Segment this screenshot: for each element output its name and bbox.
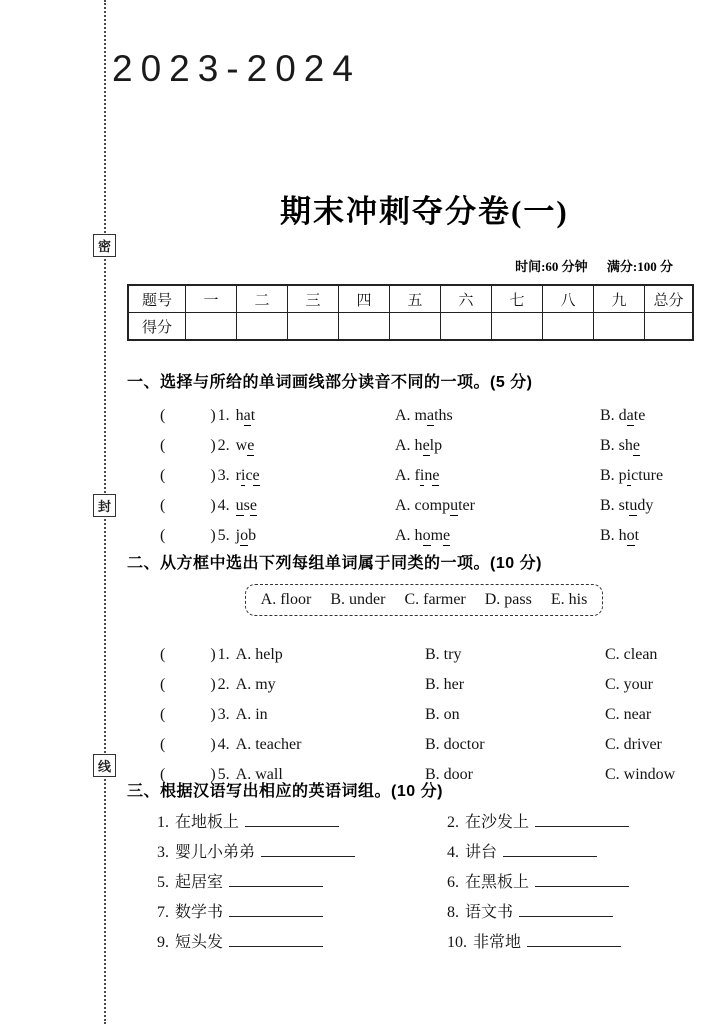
question-number: 4. bbox=[447, 844, 459, 861]
question-number: 3. bbox=[217, 706, 230, 723]
translation-item bbox=[445, 808, 629, 838]
chinese-prompt: 在地板上 bbox=[175, 814, 240, 831]
option-b: B. doctor bbox=[425, 736, 485, 753]
question-number: 7. bbox=[157, 904, 169, 921]
option-a: A. help bbox=[395, 437, 443, 454]
exam-meta bbox=[127, 256, 673, 275]
underlined-letter: o bbox=[626, 527, 635, 544]
option-a: A. computer bbox=[395, 497, 475, 514]
answer-paren-close: ) bbox=[210, 467, 216, 484]
answer-paren-open: ( bbox=[160, 766, 166, 783]
score-cell bbox=[237, 313, 288, 341]
question-number: 3. bbox=[157, 844, 169, 861]
option-a: ( ) 5. A. wall bbox=[160, 766, 283, 783]
underlined-letter: u bbox=[235, 497, 244, 514]
question-number: 1. bbox=[217, 646, 230, 663]
underlined-letter: e bbox=[422, 437, 430, 454]
underlined-letter: i bbox=[240, 467, 246, 484]
section-one bbox=[127, 369, 702, 549]
time-limit-label: 时间:60 分钟 bbox=[515, 259, 588, 274]
question-column-label: 总分 bbox=[645, 285, 694, 313]
underlined-letter: i bbox=[419, 467, 425, 484]
question-column-label: 七 bbox=[492, 285, 543, 313]
translation-item bbox=[445, 928, 621, 958]
question-number: 4. bbox=[217, 497, 230, 514]
answer-paren-open: ( bbox=[160, 437, 166, 454]
question-column-label: 六 bbox=[441, 285, 492, 313]
section-one-rows bbox=[127, 401, 702, 551]
option-a: ( ) 1. A. help bbox=[160, 646, 283, 663]
underlined-letter: e bbox=[249, 497, 257, 514]
section-three-heading: 三、根据汉语写出相应的英语词组。(10 分) bbox=[127, 783, 443, 800]
answer-paren-close: ) bbox=[210, 706, 216, 723]
question-column-label: 一 bbox=[186, 285, 237, 313]
question-number: 9. bbox=[157, 934, 169, 951]
answer-blank bbox=[229, 928, 323, 947]
underlined-letter: u bbox=[629, 497, 638, 514]
option-b: B. date bbox=[600, 407, 646, 424]
option-c: C. near bbox=[605, 706, 652, 723]
phonics-question-row bbox=[127, 491, 702, 521]
question-number: 5. bbox=[217, 527, 230, 544]
translation-row bbox=[127, 838, 702, 868]
answer-paren-open: ( bbox=[160, 407, 166, 424]
answer-paren-close: ) bbox=[210, 407, 216, 424]
translation-item bbox=[445, 838, 597, 868]
section-two-rows bbox=[127, 640, 702, 790]
chinese-prompt: 婴儿小弟弟 bbox=[175, 844, 256, 861]
word-bank-entry: A. floor bbox=[260, 591, 312, 608]
question-number: 1. bbox=[157, 814, 169, 831]
year-label: 2023-2024 bbox=[112, 48, 361, 89]
answer-paren-close: ) bbox=[210, 676, 216, 693]
answer-blank bbox=[535, 868, 629, 887]
option-a: A. maths bbox=[395, 407, 453, 424]
page-title: 期末冲刺夺分卷(一) bbox=[280, 194, 569, 229]
question-stem: ( ) 3. rice bbox=[160, 467, 260, 484]
score-cell bbox=[543, 313, 594, 341]
option-b: B. she bbox=[600, 437, 641, 454]
chinese-prompt: 起居室 bbox=[175, 874, 224, 891]
chinese-prompt: 讲台 bbox=[465, 844, 498, 861]
translation-row bbox=[127, 868, 702, 898]
chinese-prompt: 语文书 bbox=[465, 904, 514, 921]
score-table-header-row bbox=[128, 285, 693, 313]
underlined-letter: e bbox=[632, 437, 641, 454]
underlined-letter: u bbox=[450, 497, 459, 514]
underlined-letter: i bbox=[626, 467, 632, 484]
score-header: 得分 bbox=[128, 313, 186, 341]
answer-paren-open: ( bbox=[160, 527, 166, 544]
score-cell bbox=[390, 313, 441, 341]
answer-paren-open: ( bbox=[160, 497, 166, 514]
answer-blank bbox=[527, 928, 621, 947]
question-number: 1. bbox=[217, 407, 230, 424]
answer-paren-close: ) bbox=[210, 646, 216, 663]
underlined-letter: e bbox=[252, 467, 260, 484]
section-three-rows bbox=[127, 808, 702, 958]
underlined-letter: e bbox=[443, 527, 451, 544]
question-number-header: 题号 bbox=[128, 285, 186, 313]
option-b: B. try bbox=[425, 646, 462, 663]
answer-blank bbox=[535, 808, 629, 827]
seal-mark: 封 bbox=[93, 494, 116, 517]
option-a: ( ) 2. A. my bbox=[160, 676, 276, 693]
question-number: 2. bbox=[217, 437, 230, 454]
translation-item bbox=[155, 838, 355, 868]
phonics-question-row bbox=[127, 431, 702, 461]
translation-row bbox=[127, 928, 702, 958]
translation-item bbox=[155, 868, 323, 898]
option-a: ( ) 3. A. in bbox=[160, 706, 268, 723]
classify-question-row bbox=[127, 640, 702, 670]
option-b: B. door bbox=[425, 766, 473, 783]
option-c: C. driver bbox=[605, 736, 662, 753]
word-bank-box bbox=[245, 584, 603, 616]
seal-mark: 线 bbox=[93, 754, 116, 777]
answer-blank bbox=[229, 898, 323, 917]
question-number: 5. bbox=[217, 766, 230, 783]
answer-paren-close: ) bbox=[210, 437, 216, 454]
chinese-prompt: 短头发 bbox=[175, 934, 224, 951]
question-number: 6. bbox=[447, 874, 459, 891]
question-stem: ( ) 1. hat bbox=[160, 407, 256, 424]
answer-blank bbox=[519, 898, 613, 917]
translation-row bbox=[127, 808, 702, 838]
option-c: C. your bbox=[605, 676, 653, 693]
chinese-prompt: 在黑板上 bbox=[465, 874, 530, 891]
classify-question-row bbox=[127, 700, 702, 730]
answer-blank bbox=[229, 868, 323, 887]
answer-blank bbox=[503, 838, 597, 857]
option-a: ( ) 4. A. teacher bbox=[160, 736, 302, 753]
section-three bbox=[127, 778, 702, 978]
chinese-prompt: 非常地 bbox=[473, 934, 522, 951]
option-b: B. picture bbox=[600, 467, 664, 484]
answer-paren-close: ) bbox=[210, 527, 216, 544]
option-a: A. fine bbox=[395, 467, 440, 484]
section-two bbox=[127, 550, 702, 783]
score-cell bbox=[339, 313, 390, 341]
section-one-heading: 一、选择与所给的单词画线部分读音不同的一项。(5 分) bbox=[127, 374, 533, 391]
chinese-prompt: 数学书 bbox=[175, 904, 224, 921]
classify-question-row bbox=[127, 670, 702, 700]
option-b: B. on bbox=[425, 706, 460, 723]
option-b: B. study bbox=[600, 497, 654, 514]
chinese-prompt: 在沙发上 bbox=[465, 814, 530, 831]
answer-paren-close: ) bbox=[210, 497, 216, 514]
word-bank-entry: C. farmer bbox=[404, 591, 466, 608]
question-stem: ( ) 2. we bbox=[160, 437, 255, 454]
answer-paren-open: ( bbox=[160, 736, 166, 753]
translation-item bbox=[445, 868, 629, 898]
phonics-question-row bbox=[127, 401, 702, 431]
word-bank-entry: E. his bbox=[550, 591, 588, 608]
answer-blank bbox=[261, 838, 355, 857]
underlined-letter: a bbox=[427, 407, 435, 424]
score-cell bbox=[186, 313, 237, 341]
question-number: 3. bbox=[217, 467, 230, 484]
question-column-label: 四 bbox=[339, 285, 390, 313]
answer-paren-open: ( bbox=[160, 676, 166, 693]
option-c: C. window bbox=[605, 766, 676, 783]
word-bank-entry: B. under bbox=[330, 591, 386, 608]
underlined-letter: a bbox=[626, 407, 634, 424]
score-cell bbox=[645, 313, 694, 341]
answer-paren-open: ( bbox=[160, 646, 166, 663]
option-c: C. clean bbox=[605, 646, 658, 663]
underlined-letter: o bbox=[240, 527, 249, 544]
translation-item bbox=[155, 928, 323, 958]
underlined-letter: a bbox=[243, 407, 251, 424]
question-column-label: 二 bbox=[237, 285, 288, 313]
question-column-label: 九 bbox=[594, 285, 645, 313]
section-two-heading: 二、从方框中选出下列每组单词属于同类的一项。(10 分) bbox=[127, 555, 542, 572]
question-stem: ( ) 4. use bbox=[160, 497, 257, 514]
score-cell bbox=[594, 313, 645, 341]
question-column-label: 八 bbox=[543, 285, 594, 313]
score-cell bbox=[288, 313, 339, 341]
option-b: B. her bbox=[425, 676, 465, 693]
answer-paren-close: ) bbox=[210, 736, 216, 753]
score-cell bbox=[492, 313, 543, 341]
question-number: 4. bbox=[217, 736, 230, 753]
classify-question-row bbox=[127, 730, 702, 760]
question-column-label: 五 bbox=[390, 285, 441, 313]
question-number: 8. bbox=[447, 904, 459, 921]
word-bank-entry: D. pass bbox=[484, 591, 532, 608]
full-score-label: 满分:100 分 bbox=[606, 259, 673, 274]
translation-item bbox=[155, 898, 323, 928]
underlined-letter: e bbox=[247, 437, 255, 454]
phonics-question-row bbox=[127, 461, 702, 491]
answer-blank bbox=[245, 808, 339, 827]
question-stem: ( ) 5. job bbox=[160, 527, 257, 544]
question-number: 10. bbox=[447, 934, 467, 951]
answer-paren-open: ( bbox=[160, 467, 166, 484]
underlined-letter: e bbox=[432, 467, 440, 484]
question-number: 5. bbox=[157, 874, 169, 891]
question-number: 2. bbox=[217, 676, 230, 693]
question-number: 2. bbox=[447, 814, 459, 831]
answer-paren-close: ) bbox=[210, 766, 216, 783]
translation-row bbox=[127, 898, 702, 928]
score-cell bbox=[441, 313, 492, 341]
phonics-question-row bbox=[127, 521, 702, 551]
answer-paren-open: ( bbox=[160, 706, 166, 723]
option-b: B. hot bbox=[600, 527, 640, 544]
seal-mark: 密 bbox=[93, 234, 116, 257]
translation-item bbox=[155, 808, 339, 838]
underlined-letter: o bbox=[422, 527, 431, 544]
score-table-score-row bbox=[128, 313, 693, 341]
option-a: A. home bbox=[395, 527, 451, 544]
translation-item bbox=[445, 898, 613, 928]
question-column-label: 三 bbox=[288, 285, 339, 313]
score-table bbox=[127, 284, 694, 341]
